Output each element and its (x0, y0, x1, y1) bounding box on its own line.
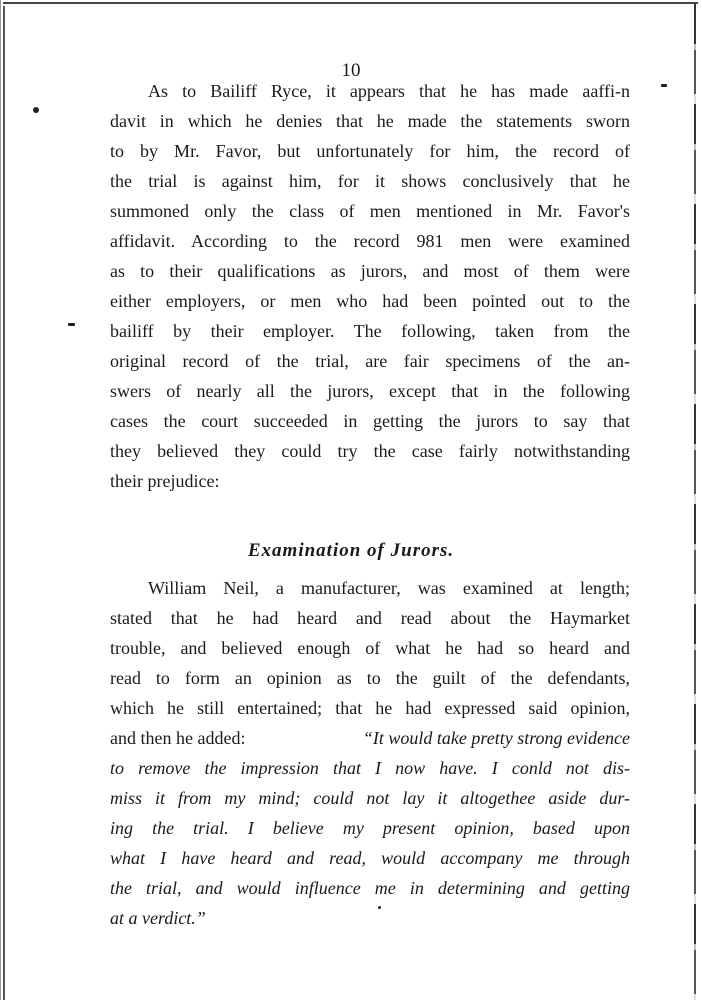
text-line: affidavit. According to the record 981 men were examined (110, 231, 630, 251)
text-line: bailiff by their employer. The following, taken from the (110, 321, 630, 341)
scan-edge-left-outer (0, 0, 1, 1000)
page-number: 10 (341, 60, 361, 81)
text-line: to by Mr. Favor, but unfortunately for him, the record of (110, 141, 630, 161)
text-line: they believed they could try the case fairly notwithstanding (110, 441, 630, 461)
ink-speck (33, 107, 39, 113)
text-line: as to their qualifications as jurors, and most of them were (110, 261, 630, 281)
text-line-mixed (110, 723, 630, 753)
quote-start: “It would take pretty strong evidence (362, 728, 630, 748)
text-line: which he still entertained; that he had expressed said opinion, (110, 698, 630, 718)
scan-edge-left (3, 6, 5, 1000)
text-line: original record of the trial, are fair specimens of the an- (110, 351, 630, 371)
text-line: either employers, or men who had been pointed out to the (110, 291, 630, 311)
text-line: As to Bailiff Ryce, it appears that he has made aaffi-n (148, 81, 630, 101)
text-line: cases the court succeeded in getting the jurors to say that (110, 411, 630, 431)
quote-line: ing the trial. I believe my present opinion, based upon (110, 818, 630, 838)
scan-edge-right (694, 4, 696, 1000)
quote-line: miss it from my mind; could not lay it altogethee aside dur- (110, 788, 630, 808)
text-line: summoned only the class of men mentioned in Mr. Favor's (110, 201, 630, 221)
text-line: William Neil, a manufacturer, was examined at length; (148, 578, 630, 598)
scan-edge-top (3, 2, 698, 4)
quote-line: to remove the impression that I now have. I conld not dis- (110, 758, 630, 778)
text-line: swers of nearly all the jurors, except that in the following (110, 381, 630, 401)
ink-speck (68, 323, 75, 326)
text-line: trouble, and believed enough of what he had so heard and (110, 638, 630, 658)
section-heading: Examination of Jurors. (247, 540, 455, 561)
text-line: their prejudice: (110, 471, 220, 491)
text-line: davit in which he denies that he made the statements sworn (110, 111, 630, 131)
ink-speck (661, 84, 667, 87)
text-line: stated that he had heard and read about the Haymarket (110, 608, 630, 628)
quote-line: what I have heard and read, would accompany me through (110, 848, 630, 868)
text-line: the trial is against him, for it shows conclusively that he (110, 171, 630, 191)
text-roman: and then he added: (110, 728, 246, 748)
quote-line: at a verdict.” (110, 908, 206, 928)
quote-line: the trial, and would influence me in determining and getting (110, 878, 630, 898)
paragraph-bailiff-ryce (110, 76, 630, 496)
paragraph-william-neil (110, 573, 630, 933)
text-line: read to form an opinion as to the guilt of the defendants, (110, 668, 630, 688)
